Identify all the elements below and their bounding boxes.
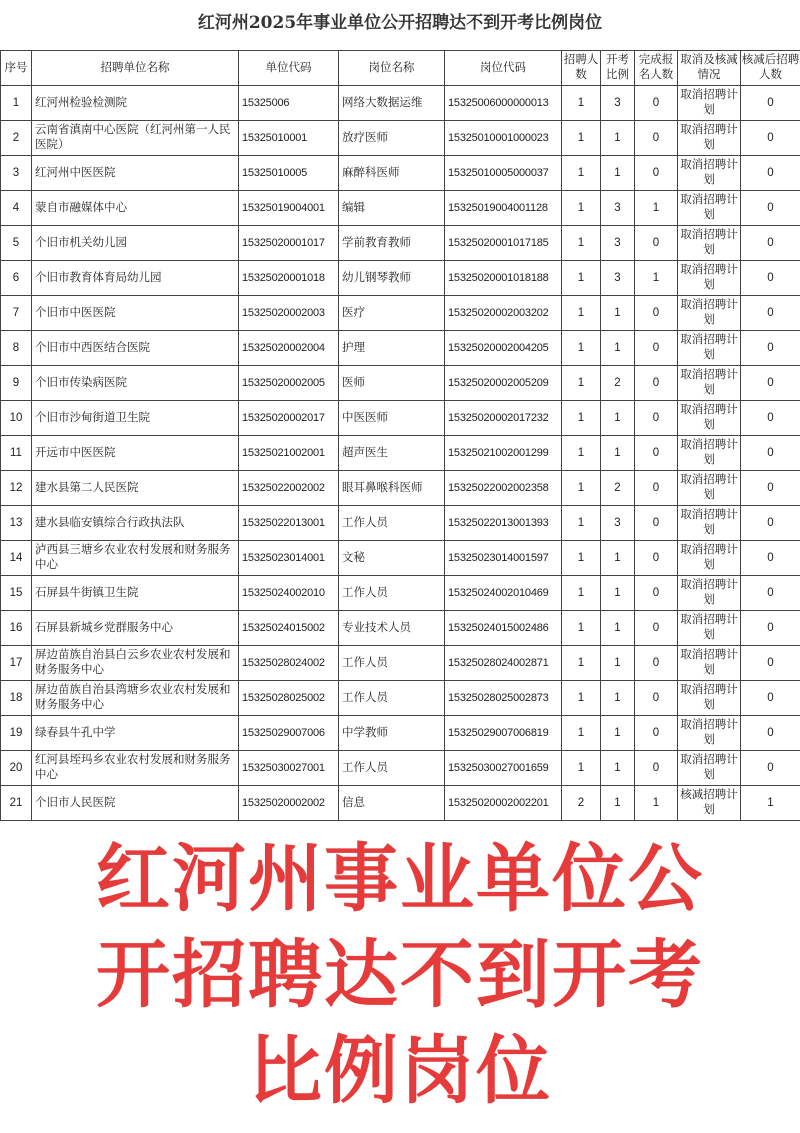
- table-row: [1, 331, 800, 366]
- table-cell: 6: [1, 261, 32, 296]
- table-cell: 1: [601, 401, 635, 436]
- table-cell: 超声医生: [339, 436, 445, 471]
- table-cell: 1: [562, 681, 601, 716]
- table-cell: 15325030027001: [239, 751, 339, 786]
- table-cell: 0: [741, 541, 800, 576]
- table-cell: 15325022002002: [239, 471, 339, 506]
- table-cell: 15325010005: [239, 156, 339, 191]
- table-cell: 16: [1, 611, 32, 646]
- table-cell: 15325020002005209: [445, 366, 562, 401]
- table-cell: 取消招聘计划: [678, 611, 741, 646]
- table-cell: 0: [635, 121, 678, 156]
- table-cell: 15325024002010: [239, 576, 339, 611]
- table-cell: 取消招聘计划: [678, 751, 741, 786]
- overlay-banner: [0, 821, 800, 1133]
- table-cell: 0: [635, 436, 678, 471]
- table-cell: 专业技术人员: [339, 611, 445, 646]
- table-cell: 中学教师: [339, 716, 445, 751]
- table-cell: 医疗: [339, 296, 445, 331]
- overlay-title-line-3: 比例岗位: [0, 1023, 800, 1119]
- table-cell: 15325020001018188: [445, 261, 562, 296]
- table-cell: 取消招聘计划: [678, 716, 741, 751]
- table-cell: 取消招聘计划: [678, 436, 741, 471]
- table-cell: 18: [1, 681, 32, 716]
- table-cell: 15325020002005: [239, 366, 339, 401]
- table-row: [1, 751, 800, 786]
- table-cell: 1: [601, 786, 635, 821]
- table-cell: 0: [635, 576, 678, 611]
- table-cell: 15325029007006819: [445, 716, 562, 751]
- table-cell: 开远市中医医院: [32, 436, 239, 471]
- column-header: 开考比例: [601, 51, 635, 86]
- table-cell: 0: [635, 86, 678, 121]
- table-cell: 0: [741, 506, 800, 541]
- table-cell: 取消招聘计划: [678, 471, 741, 506]
- table-cell: 0: [741, 226, 800, 261]
- table-cell: 0: [635, 471, 678, 506]
- table-cell: 个旧市人民医院: [32, 786, 239, 821]
- table-cell: 15325020001017: [239, 226, 339, 261]
- table-cell: 1: [1, 86, 32, 121]
- table-cell: 0: [635, 331, 678, 366]
- table-cell: 编辑: [339, 191, 445, 226]
- table-cell: 9: [1, 366, 32, 401]
- table-cell: 取消招聘计划: [678, 226, 741, 261]
- overlay-title-line-1: 红河州事业单位公: [0, 831, 800, 927]
- table-cell: 取消招聘计划: [678, 191, 741, 226]
- table-cell: 1: [601, 611, 635, 646]
- table-row: [1, 646, 800, 681]
- table-cell: 个旧市沙甸街道卫生院: [32, 401, 239, 436]
- table-cell: 0: [741, 121, 800, 156]
- table-cell: 0: [635, 401, 678, 436]
- table-cell: 1: [562, 331, 601, 366]
- table-cell: 0: [635, 646, 678, 681]
- table-cell: 0: [741, 261, 800, 296]
- table-cell: 取消招聘计划: [678, 156, 741, 191]
- table-cell: 0: [741, 401, 800, 436]
- table-cell: 0: [741, 86, 800, 121]
- table-cell: 3: [601, 506, 635, 541]
- table-cell: 工作人员: [339, 576, 445, 611]
- table-cell: 15325024002010469: [445, 576, 562, 611]
- table-row: [1, 226, 800, 261]
- table-row: [1, 401, 800, 436]
- table-cell: 1: [635, 191, 678, 226]
- table-cell: 1: [562, 576, 601, 611]
- table-cell: 取消招聘计划: [678, 296, 741, 331]
- table-cell: 工作人员: [339, 646, 445, 681]
- table-cell: 0: [635, 506, 678, 541]
- table-cell: 0: [635, 156, 678, 191]
- table-cell: 12: [1, 471, 32, 506]
- table-cell: 取消招聘计划: [678, 366, 741, 401]
- table-cell: 1: [562, 506, 601, 541]
- table-cell: 3: [601, 261, 635, 296]
- table-cell: 15325028025002873: [445, 681, 562, 716]
- table-cell: 15325020002004: [239, 331, 339, 366]
- table-cell: 5: [1, 226, 32, 261]
- table-row: [1, 261, 800, 296]
- table-cell: 麻醉科医师: [339, 156, 445, 191]
- table-cell: 0: [741, 331, 800, 366]
- table-cell: 屏边苗族自治县白云乡农业农村发展和财务服务中心: [32, 646, 239, 681]
- table-cell: 屏边苗族自治县湾塘乡农业农村发展和财务服务中心: [32, 681, 239, 716]
- table-cell: 15325028024002871: [445, 646, 562, 681]
- table-cell: 1: [562, 751, 601, 786]
- table-cell: 15325022013001393: [445, 506, 562, 541]
- table-cell: 取消招聘计划: [678, 121, 741, 156]
- table-cell: 1: [601, 541, 635, 576]
- table-cell: 1: [562, 646, 601, 681]
- table-cell: 个旧市中西医结合医院: [32, 331, 239, 366]
- table-cell: 石屏县新城乡党群服务中心: [32, 611, 239, 646]
- table-cell: 文秘: [339, 541, 445, 576]
- table-cell: 15325020002017232: [445, 401, 562, 436]
- table-cell: 泸西县三塘乡农业农村发展和财务服务中心: [32, 541, 239, 576]
- table-cell: 15325010001000023: [445, 121, 562, 156]
- table-cell: 信息: [339, 786, 445, 821]
- table-cell: 工作人员: [339, 506, 445, 541]
- table-cell: 15325023014001597: [445, 541, 562, 576]
- table-row: [1, 681, 800, 716]
- table-cell: 15325022002002358: [445, 471, 562, 506]
- table-row: [1, 541, 800, 576]
- table-cell: 工作人员: [339, 751, 445, 786]
- table-cell: 2: [562, 786, 601, 821]
- table-cell: 15325020001018: [239, 261, 339, 296]
- table-cell: 15325023014001: [239, 541, 339, 576]
- table-cell: 15325020002003: [239, 296, 339, 331]
- table-row: [1, 191, 800, 226]
- table-cell: 0: [741, 191, 800, 226]
- table-cell: 石屏县牛街镇卫生院: [32, 576, 239, 611]
- table-row: [1, 121, 800, 156]
- column-header: 核减后招聘人数: [741, 51, 800, 86]
- table-cell: 取消招聘计划: [678, 401, 741, 436]
- table-cell: 0: [741, 681, 800, 716]
- table-cell: 取消招聘计划: [678, 331, 741, 366]
- table-cell: 学前教育教师: [339, 226, 445, 261]
- table-cell: 1: [562, 366, 601, 401]
- table-row: [1, 436, 800, 471]
- table-cell: 个旧市教育体育局幼儿园: [32, 261, 239, 296]
- table-cell: 取消招聘计划: [678, 541, 741, 576]
- table-cell: 4: [1, 191, 32, 226]
- table-cell: 21: [1, 786, 32, 821]
- table-row: [1, 611, 800, 646]
- table-cell: 核减招聘计划: [678, 786, 741, 821]
- table-cell: 15325020002002: [239, 786, 339, 821]
- table-cell: 0: [741, 436, 800, 471]
- table-cell: 红河州中医医院: [32, 156, 239, 191]
- table-cell: 1: [601, 646, 635, 681]
- table-cell: 1: [635, 261, 678, 296]
- column-header: 招聘单位名称: [32, 51, 239, 86]
- table-cell: 取消招聘计划: [678, 646, 741, 681]
- table-cell: 15325024015002486: [445, 611, 562, 646]
- table-cell: 1: [601, 296, 635, 331]
- table-cell: 13: [1, 506, 32, 541]
- table-cell: 15325020002002201: [445, 786, 562, 821]
- table-cell: 0: [741, 716, 800, 751]
- table-cell: 17: [1, 646, 32, 681]
- table-cell: 1: [562, 401, 601, 436]
- table-cell: 取消招聘计划: [678, 681, 741, 716]
- table-row: [1, 156, 800, 191]
- table-cell: 15325020002003202: [445, 296, 562, 331]
- table-cell: 眼耳鼻喉科医师: [339, 471, 445, 506]
- table-cell: 15325019004001128: [445, 191, 562, 226]
- table-cell: 1: [562, 191, 601, 226]
- table-cell: 15: [1, 576, 32, 611]
- table-cell: 0: [741, 471, 800, 506]
- table-cell: 15325021002001: [239, 436, 339, 471]
- table-cell: 0: [741, 156, 800, 191]
- column-header: 取消及核减情况: [678, 51, 741, 86]
- table-cell: 2: [601, 471, 635, 506]
- table-cell: 1: [562, 471, 601, 506]
- table-cell: 个旧市中医医院: [32, 296, 239, 331]
- table-cell: 1: [601, 716, 635, 751]
- table-cell: 取消招聘计划: [678, 576, 741, 611]
- table-cell: 放疗医师: [339, 121, 445, 156]
- table-cell: 15325021002001299: [445, 436, 562, 471]
- table-row: [1, 576, 800, 611]
- table-cell: 0: [635, 611, 678, 646]
- column-header: 单位代码: [239, 51, 339, 86]
- table-cell: 7: [1, 296, 32, 331]
- table-cell: 1: [601, 121, 635, 156]
- table-cell: 1: [562, 121, 601, 156]
- header-row: [1, 51, 800, 86]
- table-cell: 0: [741, 646, 800, 681]
- table-cell: 15325028024002: [239, 646, 339, 681]
- positions-table: [0, 50, 800, 821]
- table-cell: 取消招聘计划: [678, 86, 741, 121]
- table-cell: 15325020001017185: [445, 226, 562, 261]
- table-cell: 15325006: [239, 86, 339, 121]
- table-cell: 8: [1, 331, 32, 366]
- column-header: 招聘人数: [562, 51, 601, 86]
- table-cell: 15325028025002: [239, 681, 339, 716]
- table-cell: 个旧市传染病医院: [32, 366, 239, 401]
- table-row: [1, 471, 800, 506]
- table-cell: 15325030027001659: [445, 751, 562, 786]
- table-cell: 取消招聘计划: [678, 261, 741, 296]
- table-cell: 0: [635, 681, 678, 716]
- table-cell: 3: [601, 191, 635, 226]
- table-cell: 0: [741, 751, 800, 786]
- table-cell: 1: [601, 436, 635, 471]
- table-cell: 网络大数据运维: [339, 86, 445, 121]
- table-cell: 15325019004001: [239, 191, 339, 226]
- table-row: [1, 366, 800, 401]
- table-cell: 1: [601, 156, 635, 191]
- table-cell: 1: [601, 681, 635, 716]
- table-cell: 建水县临安镇综合行政执法队: [32, 506, 239, 541]
- table-cell: 15325006000000013: [445, 86, 562, 121]
- table-cell: 0: [635, 751, 678, 786]
- table-cell: 3: [601, 86, 635, 121]
- table-cell: 工作人员: [339, 681, 445, 716]
- table-cell: 15325010001: [239, 121, 339, 156]
- table-cell: 0: [635, 716, 678, 751]
- table-row: [1, 296, 800, 331]
- table-cell: 0: [741, 366, 800, 401]
- table-cell: 1: [562, 716, 601, 751]
- table-cell: 幼儿钢琴教师: [339, 261, 445, 296]
- table-cell: 取消招聘计划: [678, 506, 741, 541]
- overlay-title-line-2: 开招聘达不到开考: [0, 927, 800, 1023]
- table-cell: 3: [601, 226, 635, 261]
- column-header: 岗位代码: [445, 51, 562, 86]
- table-cell: 15325029007006: [239, 716, 339, 751]
- table-cell: 3: [1, 156, 32, 191]
- table-cell: 1: [562, 541, 601, 576]
- table-cell: 0: [635, 541, 678, 576]
- table-cell: 15325022013001: [239, 506, 339, 541]
- table-cell: 1: [562, 296, 601, 331]
- table-cell: 1: [741, 786, 800, 821]
- table-cell: 0: [741, 611, 800, 646]
- table-cell: 0: [635, 226, 678, 261]
- column-header: 序号: [1, 51, 32, 86]
- table-cell: 云南省滇南中心医院（红河州第一人民医院）: [32, 121, 239, 156]
- table-cell: 10: [1, 401, 32, 436]
- table-cell: 1: [601, 331, 635, 366]
- table-cell: 15325020002017: [239, 401, 339, 436]
- table-cell: 11: [1, 436, 32, 471]
- table-cell: 1: [562, 226, 601, 261]
- column-header: 完成报名人数: [635, 51, 678, 86]
- table-cell: 2: [601, 366, 635, 401]
- table-cell: 个旧市机关幼儿园: [32, 226, 239, 261]
- table-cell: 护理: [339, 331, 445, 366]
- table-cell: 15325024015002: [239, 611, 339, 646]
- table-cell: 14: [1, 541, 32, 576]
- table-cell: 红河州检验检测院: [32, 86, 239, 121]
- table-cell: 20: [1, 751, 32, 786]
- table-row: [1, 716, 800, 751]
- table-cell: 0: [635, 366, 678, 401]
- column-header: 岗位名称: [339, 51, 445, 86]
- table-cell: 建水县第二人民医院: [32, 471, 239, 506]
- table-cell: 医师: [339, 366, 445, 401]
- table-cell: 0: [741, 576, 800, 611]
- table-cell: 1: [601, 576, 635, 611]
- table-cell: 1: [562, 611, 601, 646]
- table-row: [1, 86, 800, 121]
- table-cell: 1: [562, 86, 601, 121]
- table-cell: 15325020002004205: [445, 331, 562, 366]
- table-cell: 1: [562, 436, 601, 471]
- table-cell: 19: [1, 716, 32, 751]
- table-cell: 1: [635, 786, 678, 821]
- table-cell: 1: [562, 261, 601, 296]
- table-cell: 1: [562, 156, 601, 191]
- table-row: [1, 786, 800, 821]
- table-cell: 蒙自市融媒体中心: [32, 191, 239, 226]
- table-cell: 1: [601, 751, 635, 786]
- table-cell: 红河县垤玛乡农业农村发展和财务服务中心: [32, 751, 239, 786]
- table-cell: 绿春县牛孔中学: [32, 716, 239, 751]
- table-cell: 0: [635, 296, 678, 331]
- table-cell: 2: [1, 121, 32, 156]
- table-cell: 中医医师: [339, 401, 445, 436]
- table-row: [1, 506, 800, 541]
- table-cell: 0: [741, 296, 800, 331]
- page-title: 红河州2025年事业单位公开招聘达不到开考比例岗位: [0, 0, 800, 50]
- table-cell: 15325010005000037: [445, 156, 562, 191]
